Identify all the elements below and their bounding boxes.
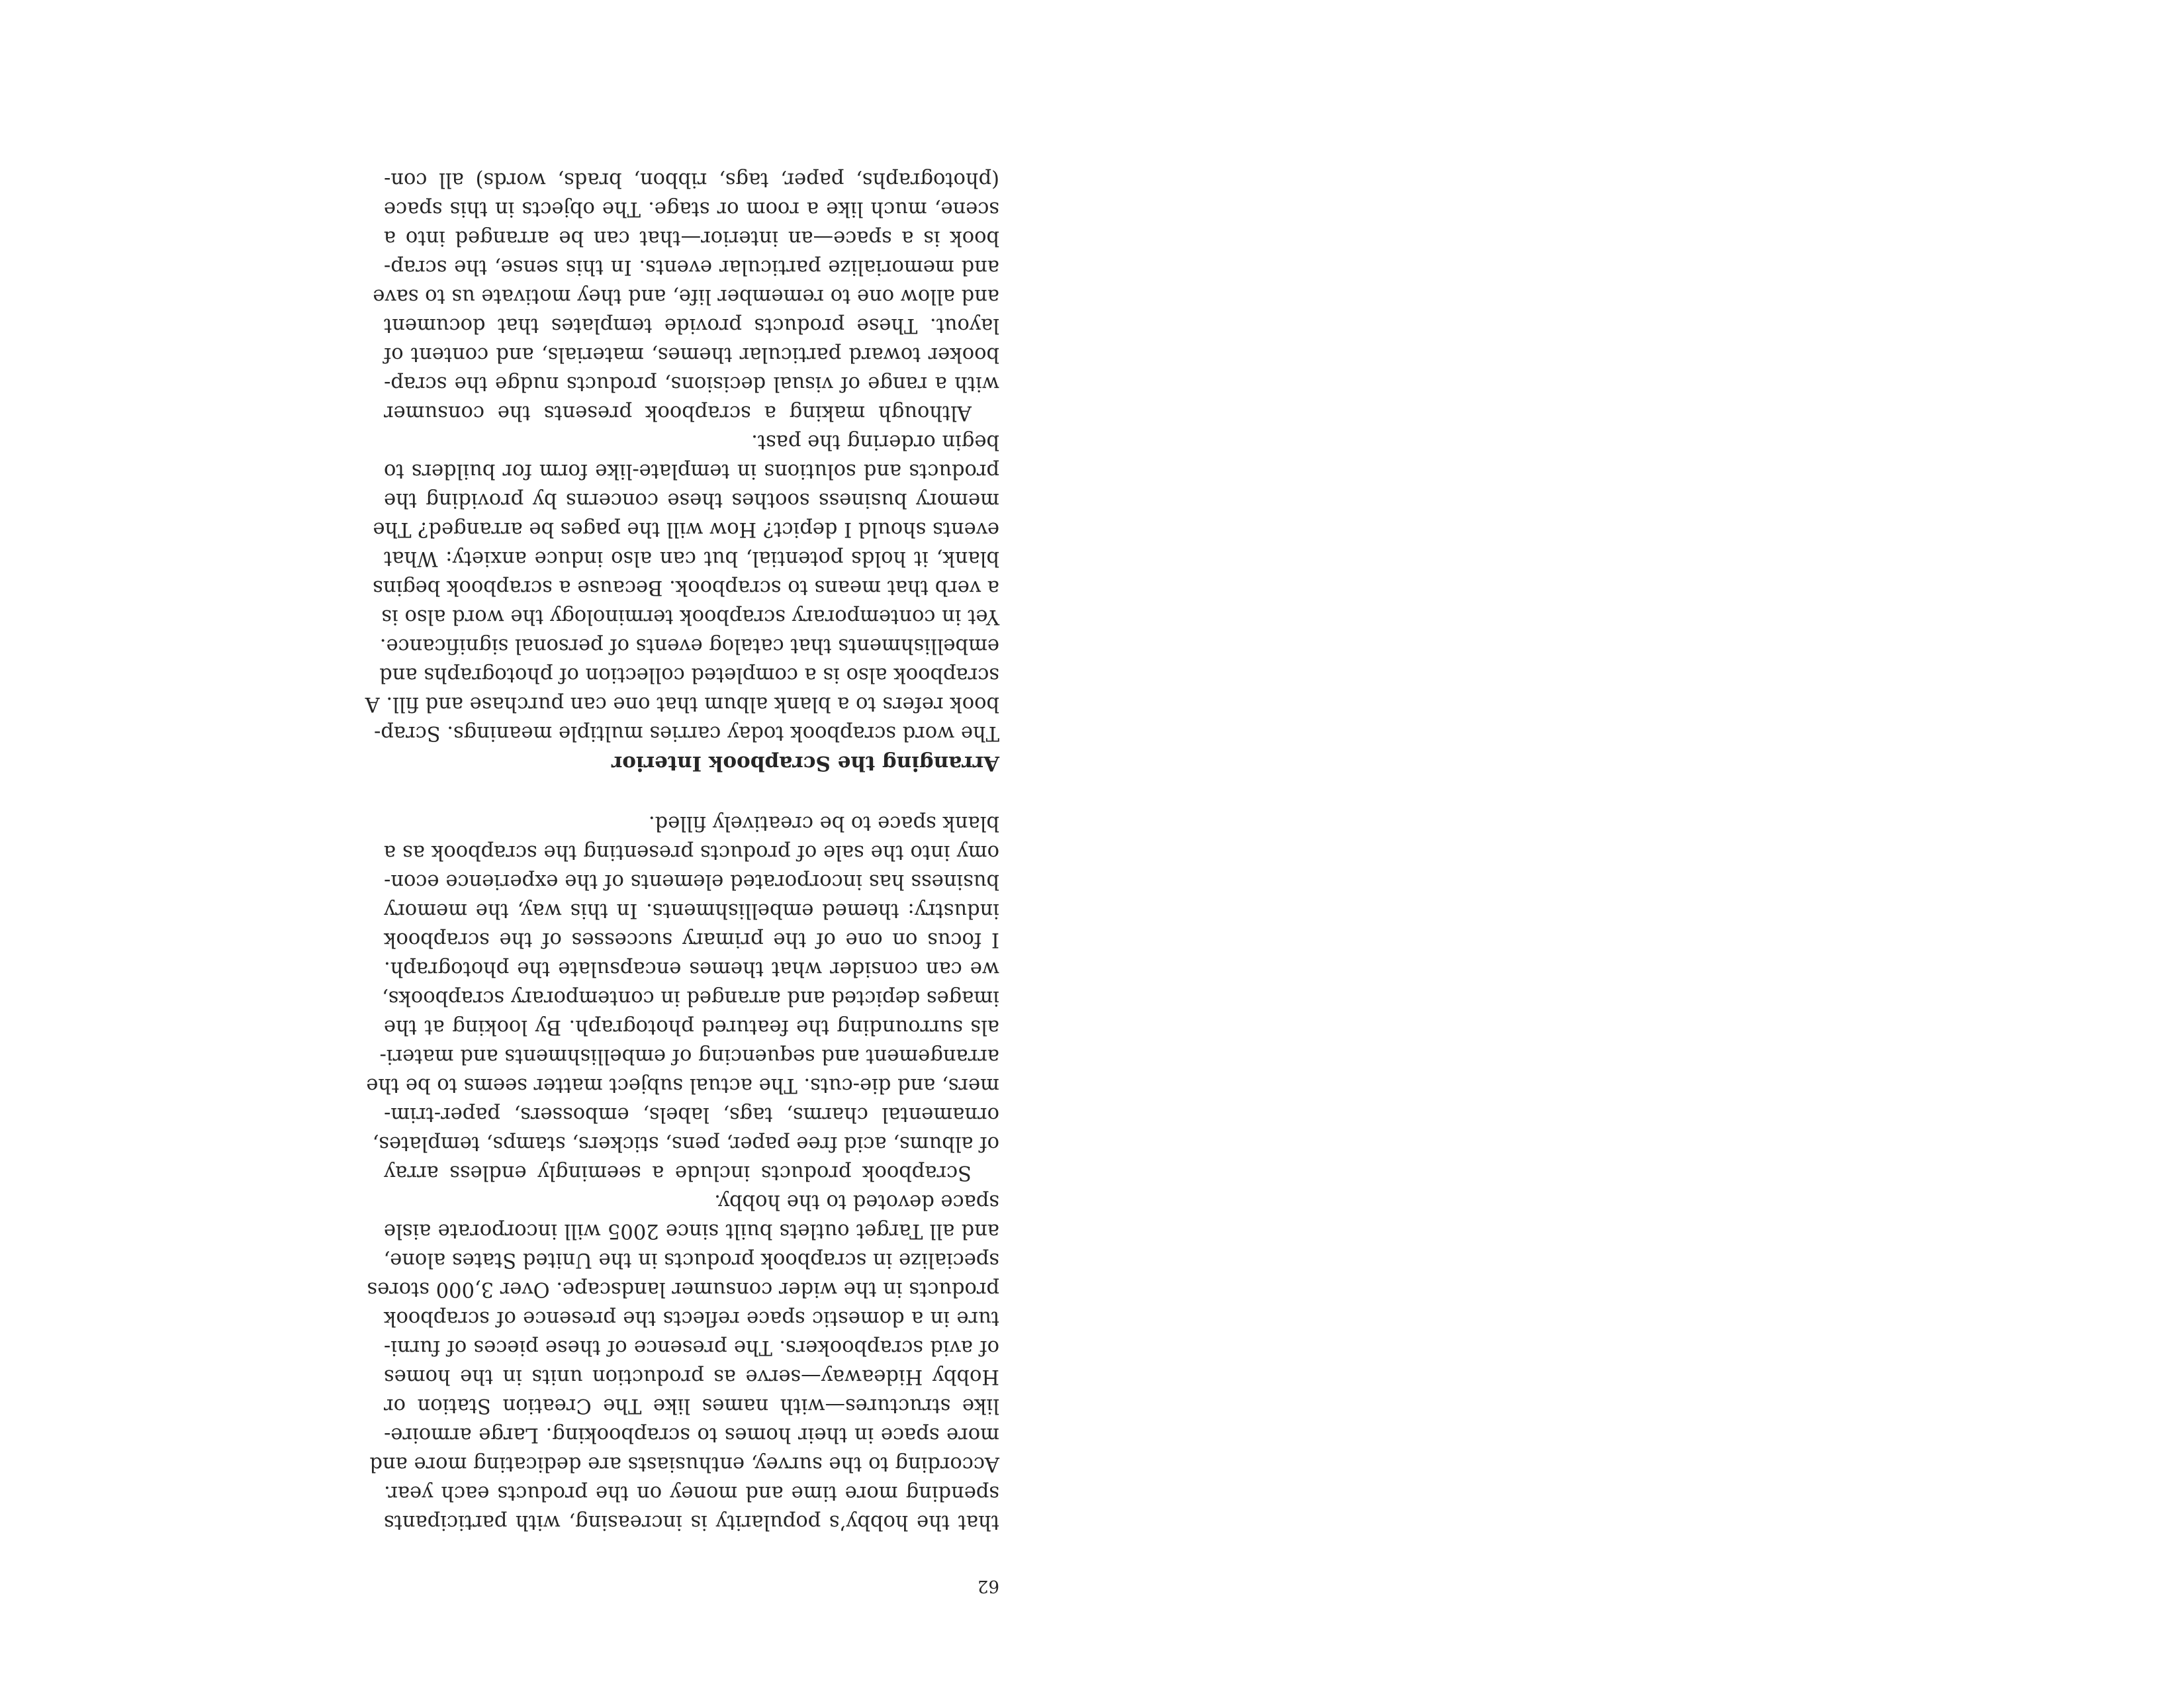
text-line: images depicted and arranged in contemporary scrapbooks,	[382, 986, 999, 1009]
text-line: booker toward particular themes, materials, and content of	[384, 343, 999, 366]
text-line: omy into the sale of products presenting the scrapbook as a	[384, 841, 999, 864]
text-line: arrangement and sequencing of embellishments and materi-	[379, 1045, 999, 1068]
text-line: memory business soothes these concerns by providing the	[384, 489, 999, 512]
text-line: like structures—with names like The Creation Station or	[384, 1394, 999, 1417]
text-line: and allow one to remember life, and they motivate us to save	[373, 285, 999, 308]
text-line: Hobby Hideaway—serve as production units in the homes	[384, 1365, 999, 1388]
text-line: scene, much like a room or stage. The objects in this space	[384, 197, 999, 220]
text-line: business has incorporated elements of the experience econ-	[384, 870, 999, 893]
text-line: products and solutions in template-like form for builders to	[384, 459, 999, 483]
text-line: of albums, acid free paper, pens, stickers, stamps, templates,	[372, 1132, 999, 1155]
text-line: Although making a scrapbook presents the consumer	[384, 401, 972, 424]
page-number: 62	[977, 1576, 999, 1596]
text-line: space devoted to the hobby.	[714, 1190, 999, 1213]
text-line: we can consider what themes encapsulate the photograph.	[384, 957, 999, 980]
text-line: According to the survey, enthusiasts are dedicating more and	[369, 1452, 999, 1476]
text-line: Yet in contemporary scrapbook terminology the word also is	[381, 605, 999, 628]
upside-down-book-page	[365, 103, 999, 1605]
text-line: (photographs, paper, tags, ribbon, brads, words) all con-	[384, 168, 999, 191]
text-line: products in the wider consumer landscape. Over 3,000 stores	[367, 1278, 999, 1301]
text-line: industry: themed embellishments. In this way, the memory	[384, 899, 999, 922]
text-line: and memorialize particular events. In this sense, the scrap-	[384, 256, 999, 279]
text-line: with a range of visual decisions, products nudge the scrap-	[384, 372, 999, 395]
text-line: spending more time and money on the products each year.	[384, 1481, 999, 1505]
text-line: ornamental charms, tags, labels, embossers, paper-trim-	[384, 1103, 999, 1126]
text-line: blank space to be creatively filled.	[648, 812, 999, 835]
text-line: Scrapbook products include a seemingly endless array	[384, 1161, 972, 1184]
text-line: layout. These products provide templates that document	[384, 314, 999, 337]
text-line: scrapbook also is a completed collection of photographs and	[379, 663, 999, 686]
text-line: blank, it holds potential, but can also induce anxiety: What	[384, 547, 999, 570]
text-line: more space in their homes to scrapbooking. Large armoire-	[384, 1423, 999, 1446]
text-line: that the hobby’s popularity is increasing, with participants	[384, 1511, 999, 1534]
text-line: mers, and die-cuts. The actual subject matter seems to be the	[366, 1074, 999, 1097]
text-line: book is a space—an interior—that can be arranged into a	[384, 226, 999, 250]
section-heading: Arranging the Scrapbook Interior	[611, 751, 999, 775]
text-line: I focus on one of the primary successes of the scrapbook	[384, 928, 999, 951]
text-line: events should I depict? How will the pages be arranged? The	[373, 518, 999, 541]
text-line: a verb that means to scrapbook. Because a scrapbook begins	[373, 576, 999, 599]
text-line: embellishments that catalog events of personal significance.	[379, 634, 999, 657]
text-line: specialize in scrapbook products in the United States alone,	[383, 1248, 999, 1272]
text-line: ture in a domestic space reflects the presence of scrapbook	[384, 1307, 999, 1330]
text-line: begin ordering the past.	[751, 430, 999, 453]
text-line: als surrounding the featured photograph. By looking at the	[384, 1015, 999, 1039]
text-line: The word scrapbook today carries multiple meanings. Scrap-	[374, 722, 999, 745]
text-line: book refers to a blank album that one can purchase and fill. A	[365, 692, 999, 716]
text-line: of avid scrapbookers. The presence of these pieces of furni-	[384, 1336, 999, 1359]
text-line: and all Target outlets built since 2005 will incorporate aisle	[384, 1219, 999, 1243]
